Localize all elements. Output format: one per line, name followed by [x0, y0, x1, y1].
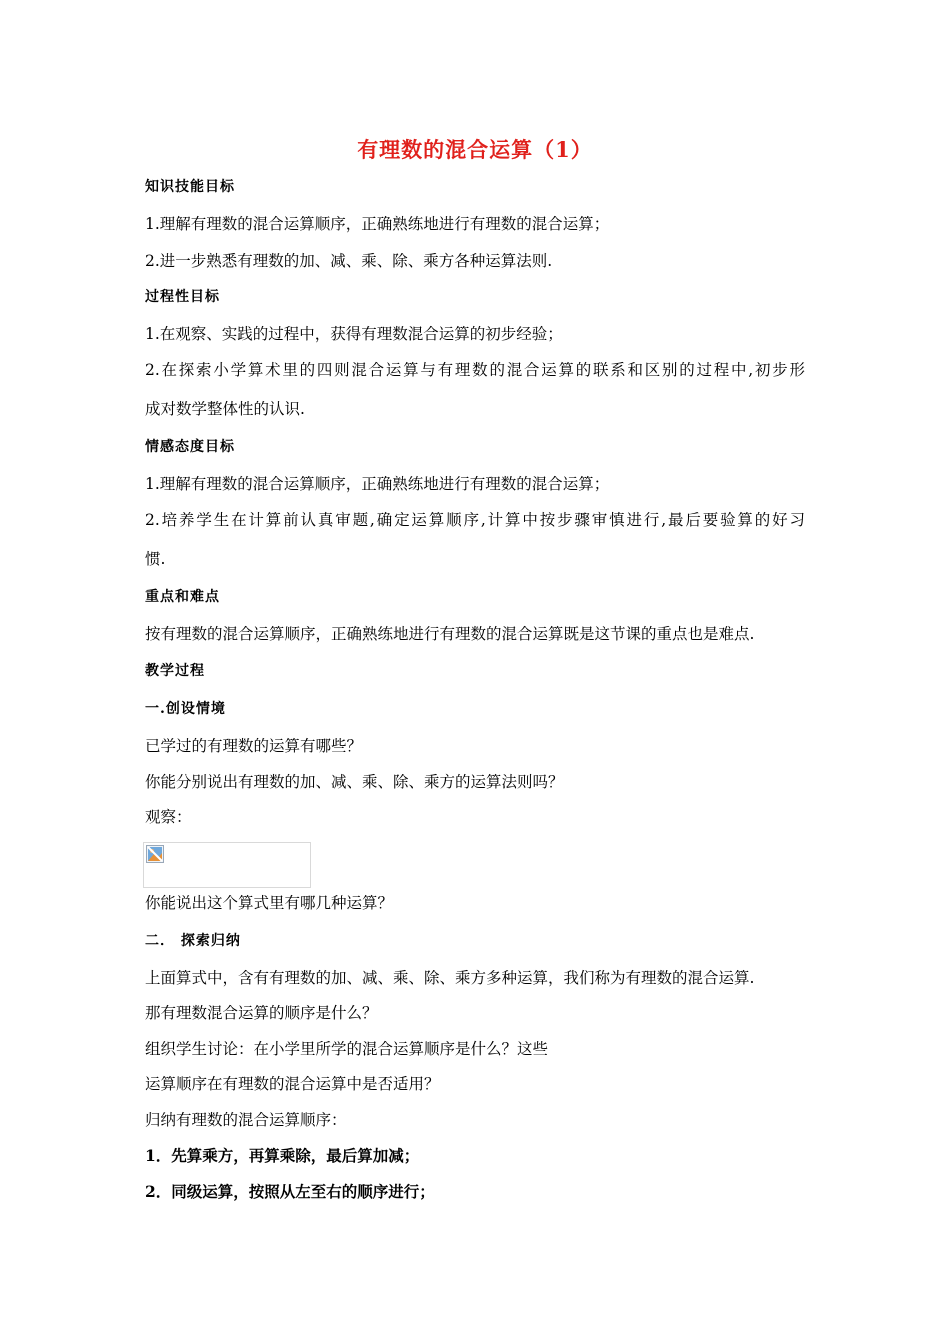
part2-line-2: 那有理数混合运算的顺序是什么？	[145, 1004, 378, 1022]
part2-line-4: 运算顺序在有理数的混合运算中是否适用？	[145, 1075, 440, 1093]
process-goals-heading: 过程性目标	[145, 289, 220, 305]
document-title: 有理数的混合运算（1）	[357, 137, 593, 162]
process-goal-2-continued: 成对数学整体性的认识.	[145, 400, 305, 418]
knowledge-goal-1: 1.理解有理数的混合运算顺序，正确熟练地进行有理数的混合运算；	[145, 215, 610, 233]
order-rule-2: 2．同级运算，按照从左至右的顺序进行；	[145, 1182, 435, 1201]
knowledge-goal-2: 2.进一步熟悉有理数的加、减、乘、除、乘方各种运算法则.	[145, 252, 553, 270]
attitude-goal-1: 1.理解有理数的混合运算顺序，正确熟练地进行有理数的混合运算；	[145, 475, 610, 493]
teaching-process-heading: 教学过程	[145, 663, 205, 679]
part2-heading: 二． 探索归纳	[145, 933, 241, 949]
order-rule-1: 1．先算乘方，再算乘除，最后算加减；	[145, 1146, 420, 1165]
part1-line-1: 已学过的有理数的运算有哪些？	[145, 737, 363, 755]
attitude-goal-2-continued: 惯.	[145, 550, 166, 568]
knowledge-goals-heading: 知识技能目标	[145, 179, 235, 195]
keypoints-text: 按有理数的混合运算顺序，正确熟练地进行有理数的混合运算既是这节课的重点也是难点.	[145, 625, 755, 643]
part1-question: 你能说出这个算式里有哪几种运算？	[145, 894, 394, 912]
broken-image-icon	[146, 845, 164, 863]
keypoints-heading: 重点和难点	[145, 589, 220, 605]
attitude-goal-2: 2.培养学生在计算前认真审题,确定运算顺序,计算中按步骤审慎进行,最后要验算的好习	[145, 511, 805, 529]
part1-line-2: 你能分别说出有理数的加、减、乘、除、乘方的运算法则吗？	[145, 773, 564, 791]
part2-line-5: 归纳有理数的混合运算顺序：	[145, 1111, 347, 1129]
attitude-goals-heading: 情感态度目标	[145, 439, 235, 455]
part2-line-1: 上面算式中，含有有理数的加、减、乘、除、乘方多种运算，我们称为有理数的混合运算.	[145, 969, 755, 987]
expression-image-placeholder	[143, 842, 311, 888]
process-goal-2: 2.在探索小学算术里的四则混合运算与有理数的混合运算的联系和区别的过程中,初步形	[145, 361, 805, 379]
part1-line-3: 观察：	[145, 808, 192, 826]
part2-line-3: 组织学生讨论：在小学里所学的混合运算顺序是什么？这些	[145, 1040, 549, 1058]
process-goal-1: 1.在观察、实践的过程中，获得有理数混合运算的初步经验；	[145, 325, 563, 343]
part1-heading: 一.创设情境	[145, 701, 226, 717]
